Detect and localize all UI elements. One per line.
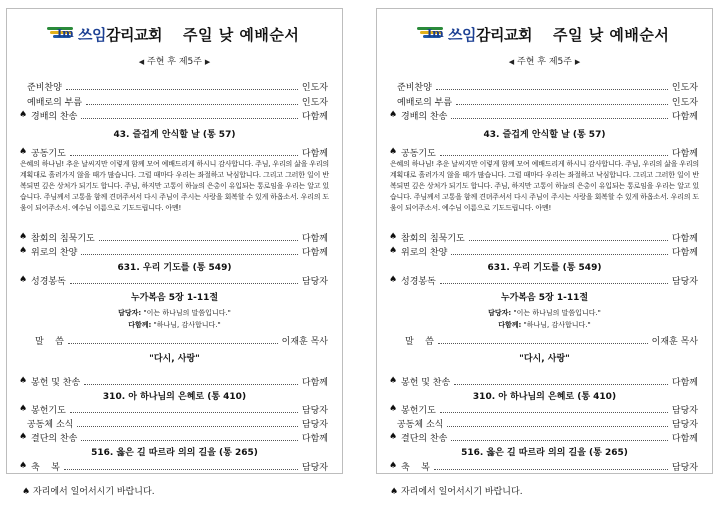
church-logo [47, 23, 77, 45]
footer-note-right: ♠ 자리에서 일어서시기 바랍니다. [390, 487, 523, 497]
scripture-reference: 누가복음 5장 1-11절 [130, 293, 219, 303]
week-subtitle: ◀ 주현 후 제5주 ▶ [138, 57, 211, 67]
order-scripture: ♠ 성경봉독 담당자 [389, 275, 698, 287]
order-benediction: ♠ 축 복 담당자 [389, 461, 698, 473]
bulletin-header [7, 23, 342, 45]
church-name: 쓰임감리교회 [78, 26, 162, 44]
spade-icon: ♠ [22, 487, 31, 497]
spade-icon: ♠ [389, 246, 398, 256]
order-praise: ♠ 경배의 찬송 다함께 [389, 110, 698, 122]
spade-icon: ♠ [389, 461, 398, 471]
order-offering-prayer: ♠ 봉헌기도 담당자 [19, 404, 328, 416]
spade-icon: ♠ [19, 232, 28, 242]
order-offering: ♠ 봉헌 및 찬송 다함께 [19, 376, 328, 388]
order-comfort: ♠ 위로의 찬양 다함께 [389, 246, 698, 258]
church-name: 쓰임감리교회 [448, 26, 532, 44]
order-call: 예배로의 부름 인도자 [397, 97, 698, 108]
offering-hymn: 310. 아 하나님의 은혜로 (통 410) [472, 392, 617, 402]
closing-hymn: 516. 옳은 길 따르라 의의 길을 (통 265) [461, 448, 628, 458]
comfort-hymn: 631. 우리 기도를 (통 549) [117, 263, 232, 273]
order-closing: ♠ 결단의 찬송 다함께 [389, 432, 698, 444]
spade-icon: ♠ [19, 110, 28, 120]
order-prelude: 준비찬양 인도자 [397, 82, 698, 93]
footer-note-left: ♠ 자리에서 일어서시기 바랍니다. [22, 487, 155, 497]
logo-text: Im [57, 27, 74, 40]
sermon-title: "다시, 사랑" [149, 354, 200, 364]
closing-hymn: 516. 옳은 길 따르라 의의 길을 (통 265) [91, 448, 258, 458]
response-leader: 담당자: "이는 하나님의 말씀입니다." [488, 309, 601, 317]
spade-icon: ♠ [389, 232, 398, 242]
spade-icon: ♠ [390, 487, 399, 497]
church-logo [417, 23, 447, 45]
order-confession: ♠ 공동기도 다함께 [389, 147, 698, 159]
praise-hymn: 43. 즐겁게 안식할 날 (통 57) [483, 130, 606, 140]
service-title: 주일 낮 예배순서 [553, 26, 670, 44]
spade-icon: ♠ [19, 376, 28, 386]
week-subtitle: ◀ 주현 후 제5주 ▶ [508, 57, 581, 67]
confession-prayer-text: 은혜의 하나님! 추운 날씨지만 이렇게 함께 모여 예배드리게 하시니 감사합니다. 주님, 우리의 삶을 우리의 계획대로 흘러가지 않을 때가 많습니다. 그럴 때마다 우리는 좌절하고 낙심합니다. 그리고 그러한 일이 반복되면 깊은 상처가 되기도 합니다. 주님, 하지만 고통이 하늘의 은총이 유입되는 통로임을 우리는 알고 있습니다. 주님께서 고통을 함께 견뎌주셔서 다시 주님이 주시는 사랑을 회복할 수 있게 하옵소서. 우리의 도움이 되어주소서. 예수님 이름으로 기도드립니다. 아멘! [390, 160, 699, 212]
bulletin-header [377, 23, 712, 45]
order-call: 예배로의 부름 인도자 [27, 97, 328, 108]
sermon-title: "다시, 사랑" [519, 354, 570, 364]
order-sermon: 말 씀 이재훈 목사 [35, 336, 328, 347]
spade-icon: ♠ [389, 147, 398, 157]
praise-hymn: 43. 즐겁게 안식할 날 (통 57) [113, 130, 236, 140]
spade-icon: ♠ [389, 110, 398, 120]
spade-icon: ♠ [389, 275, 398, 285]
spade-icon: ♠ [19, 147, 28, 157]
order-benediction: ♠ 축 복 담당자 [19, 461, 328, 473]
logo-text: Im [427, 27, 444, 40]
service-title: 주일 낮 예배순서 [183, 26, 300, 44]
order-news: 공동체 소식 담당자 [27, 419, 328, 430]
order-silent: ♠ 참회의 침묵기도 다함께 [389, 232, 698, 244]
response-all: 다함께: "하나님, 감사합니다." [128, 321, 221, 329]
order-sermon: 말 씀 이재훈 목사 [405, 336, 698, 347]
order-news: 공동체 소식 담당자 [397, 419, 698, 430]
spade-icon: ♠ [389, 376, 398, 386]
spade-icon: ♠ [19, 275, 28, 285]
order-silent: ♠ 참회의 침묵기도 다함께 [19, 232, 328, 244]
spade-icon: ♠ [19, 246, 28, 256]
order-praise: ♠ 경배의 찬송 다함께 [19, 110, 328, 122]
order-scripture: ♠ 성경봉독 담당자 [19, 275, 328, 287]
offering-hymn: 310. 아 하나님의 은혜로 (통 410) [102, 392, 247, 402]
response-leader: 담당자: "이는 하나님의 말씀입니다." [118, 309, 231, 317]
spade-icon: ♠ [19, 461, 28, 471]
spade-icon: ♠ [389, 432, 398, 442]
bulletin-page-right [376, 8, 713, 474]
comfort-hymn: 631. 우리 기도를 (통 549) [487, 263, 602, 273]
order-offering: ♠ 봉헌 및 찬송 다함께 [389, 376, 698, 388]
spade-icon: ♠ [19, 432, 28, 442]
confession-prayer-text: 은혜의 하나님! 추운 날씨지만 이렇게 함께 모여 예배드리게 하시니 감사합니다. 주님, 우리의 삶을 우리의 계획대로 흘러가지 않을 때가 많습니다. 그럴 때마다 우리는 좌절하고 낙심합니다. 그리고 그러한 일이 반복되면 깊은 상처가 되기도 합니다. 주님, 하지만 고통이 하늘의 은총이 유입되는 통로임을 우리는 알고 있습니다. 주님께서 고통을 함께 견뎌주셔서 다시 주님이 주시는 사랑을 회복할 수 있게 하옵소서. 우리의 도움이 되어주소서. 예수님 이름으로 기도드립니다. 아멘! [20, 160, 329, 212]
order-prelude: 준비찬양 인도자 [27, 82, 328, 93]
bulletin-page-left [6, 8, 343, 474]
order-closing: ♠ 결단의 찬송 다함께 [19, 432, 328, 444]
order-comfort: ♠ 위로의 찬양 다함께 [19, 246, 328, 258]
response-all: 다함께: "하나님, 감사합니다." [498, 321, 591, 329]
spade-icon: ♠ [389, 404, 398, 414]
spade-icon: ♠ [19, 404, 28, 414]
order-confession: ♠ 공동기도 다함께 [19, 147, 328, 159]
scripture-reference: 누가복음 5장 1-11절 [500, 293, 589, 303]
order-offering-prayer: ♠ 봉헌기도 담당자 [389, 404, 698, 416]
